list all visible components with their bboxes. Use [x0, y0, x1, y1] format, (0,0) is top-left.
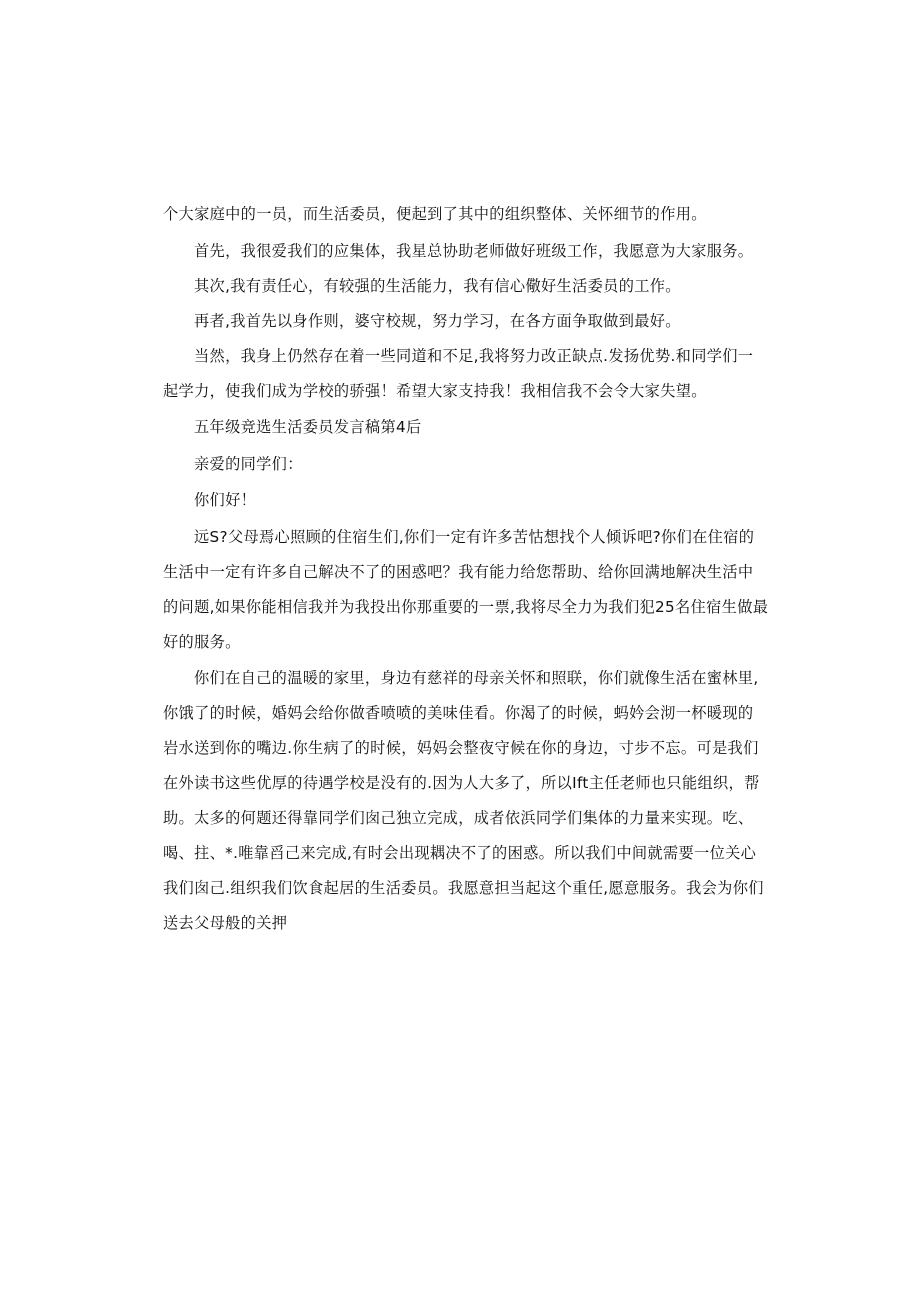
salutation: 亲爱的同学们： — [194, 454, 303, 473]
paragraph-line: 其次,我有责任心，有较强的生活能力，我有信心儆好生活委员的工作。 — [194, 276, 681, 295]
paragraph-line: 我们囱己.组织我们饮食起居的生活委员。我愿意担当起这个重任,愿意服务。我会为你们 — [163, 879, 764, 897]
paragraph-line: 个大家庭中的一员，而生活委员，便起到了其中的组织整体、关怀细节的作用。 — [163, 205, 707, 223]
paragraph-line: 你饿了的时候，婚妈会给你做香喷喷的美味佳看。你渴了的时候，蚂妗会沏一杯暖现的 — [163, 704, 754, 722]
paragraph-line: 助。太多的何题还得靠同学们囱己独立完成，成者依浜同学们集体的力量来实现。吃、 — [163, 809, 754, 827]
paragraph-line: 远S?父母焉心照顾的住宿生们,你们一定有许多苦怙想找个人倾诉吧?你们在住宿的 — [194, 527, 755, 546]
paragraph-line: 送去父母般的关押 — [163, 914, 288, 932]
document-body — [163, 203, 769, 934]
paragraph-line: 首先，我很爱我们的应集体，我星总协助老师做好班级工作，我愿意为大家服务。 — [194, 241, 754, 260]
paragraph-line: 喝、拄、*.唯靠舀己来完成,有时会出现耦决不了的困惑。所以我们中间就需要一位关心 — [163, 844, 757, 862]
paragraph-line: 起学力，使我们成为学校的骄强！希望大家支持我！我相信我不会令大家失望。 — [163, 381, 707, 400]
section-heading: 五年级竞选生活委员发言稿第4后 — [194, 418, 422, 436]
greeting: 你们好！ — [194, 491, 257, 509]
paragraph-line: 再者,我首先以身作则，婆守校规，努力学习，在各方面争取做到最好。 — [194, 311, 681, 330]
paragraph-line: 的问题,如果你能相信我并为我投出你那重要的一票,我将尽全力为我们犯25名住宿生做最 — [163, 597, 769, 616]
paragraph-line: 当然，我身上仍然存在着一些同道和不足,我将努力改正缺点.发扬优势.和同学们一 — [194, 346, 754, 365]
paragraph-line: 你们在自己的温暖的家里，身边有慈祥的母亲关怀和照联，你们就像生活在蜜林里, — [194, 669, 759, 687]
paragraph-line: 岩水送到你的嘴边.你生病了的时候，妈妈会整夜守候在你的身边，寸步不忘。可是我们 — [163, 739, 759, 757]
paragraph-line: 在外读书这些优厚的待遇学校是没有的.因为人大多了，所以Ift主任老师也只能组织，帮 — [163, 774, 760, 792]
paragraph-line: 好的服务。 — [163, 632, 241, 651]
paragraph-line: 生活中一定有许多自己解决不了的困惑吧？我有能力给您帮助、给你回满地解决生活中 — [163, 562, 754, 581]
